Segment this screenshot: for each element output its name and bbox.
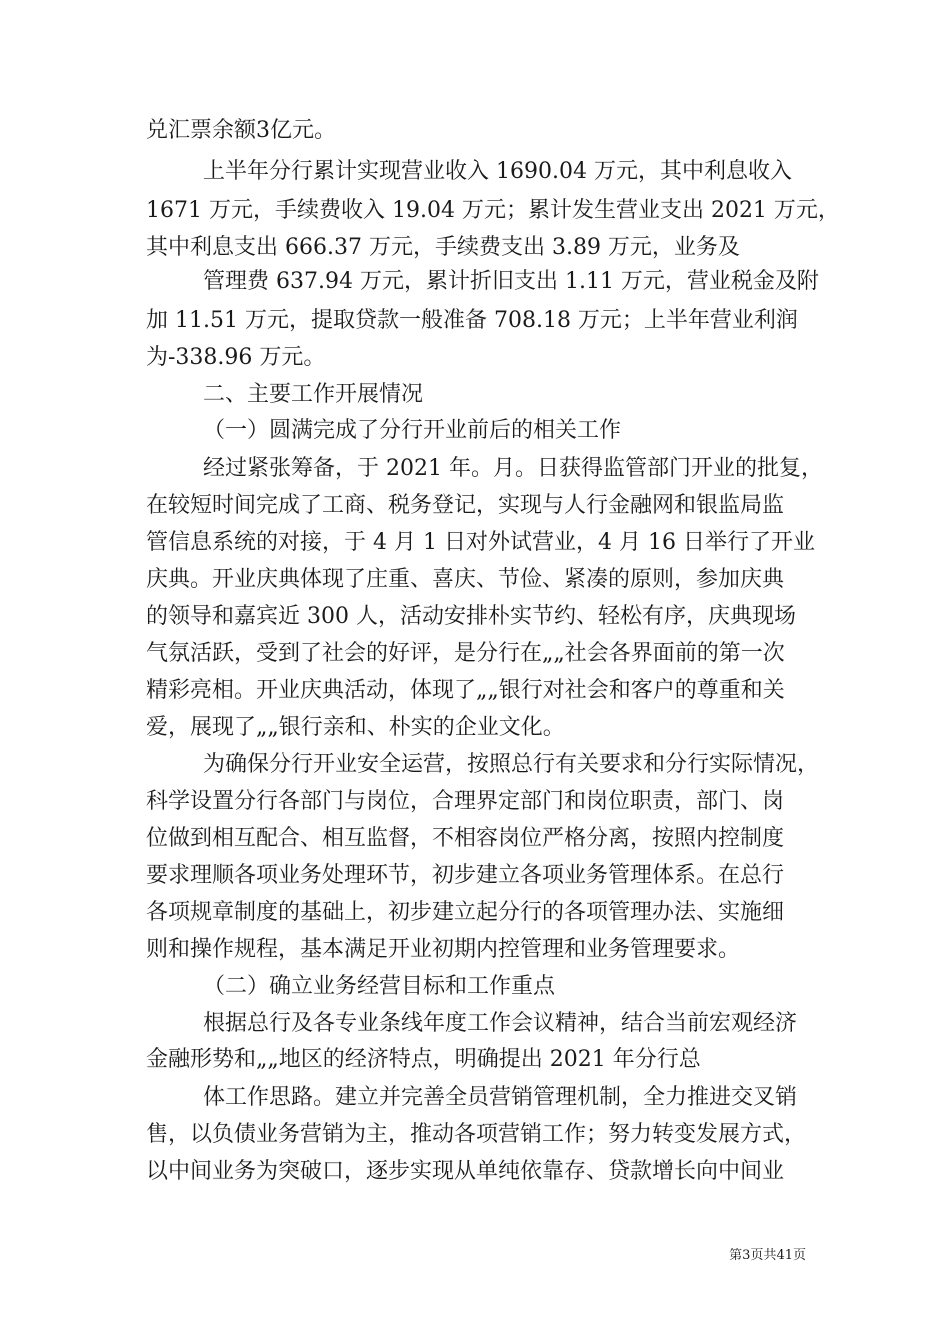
text-line: 以中间业务为突破口，逐步实现从单纯依靠存、贷款增长向中间业 [146, 1159, 785, 1184]
text-line: 1671 万元，手续费收入 19.04 万元；累计发生营业支出 2021 万元， [146, 198, 840, 223]
text-line: 各项规章制度的基础上，初步建立起分行的各项管理办法、实施细 [146, 900, 785, 925]
text-line: 爱，展现了„„银行亲和、朴实的企业文化。 [146, 715, 565, 740]
text-line: 的领导和嘉宾近 300 人，活动安排朴实节约、轻松有序，庆典现场 [146, 604, 796, 629]
text-line: 根据总行及各专业条线年度工作会议精神，结合当前宏观经济 [203, 1011, 798, 1036]
text-line: 管信息系统的对接，于 4 月 1 日对外试营业，4 月 16 日举行了开业 [146, 530, 815, 555]
subsection-heading: （二）确立业务经营目标和工作重点 [203, 974, 556, 999]
text-line: 科学设置分行各部门与岗位，合理界定部门和岗位职责，部门、岗 [146, 789, 785, 814]
section-heading: 二、主要工作开展情况 [203, 382, 424, 407]
text-line: 精彩亮相。开业庆典活动，体现了„„银行对社会和客户的尊重和关 [146, 678, 785, 703]
text-line: 位做到相互配合、相互监督，不相容岗位严格分离，按照内控制度 [146, 826, 785, 851]
text-line: 则和操作规程，基本满足开业初期内控管理和业务管理要求。 [146, 937, 741, 962]
text-line: 要求理顺各项业务处理环节，初步建立各项业务管理体系。在总行 [146, 863, 785, 888]
text-line: 在较短时间完成了工商、税务登记，实现与人行金融网和银监局监 [146, 493, 785, 518]
page-number-footer: 第3页共41页 [729, 1248, 806, 1263]
text-line: 售，以负债业务营销为主，推动各项营销工作；努力转变发展方式， [146, 1122, 807, 1147]
text-line: 体工作思路。建立并完善全员营销管理机制，全力推进交叉销 [203, 1085, 798, 1110]
text-line: 经过紧张筹备，于 2021 年。月。日获得监管部门开业的批复， [203, 456, 823, 481]
text-line: 庆典。开业庆典体现了庄重、喜庆、节俭、紧凑的原则，参加庆典 [146, 567, 785, 592]
text-line: 上半年分行累计实现营业收入 1690.04 万元，其中利息收入 [203, 159, 792, 184]
text-line: 金融形势和„„地区的经济特点，明确提出 2021 年分行总 [146, 1047, 701, 1072]
text-line: 气氛活跃，受到了社会的好评，是分行在„„社会各界面前的第一次 [146, 641, 785, 666]
text-line: 为-338.96 万元。 [146, 345, 326, 370]
text-line: 为确保分行开业安全运营，按照总行有关要求和分行实际情况， [203, 752, 820, 777]
text-line: 加 11.51 万元，提取贷款一般准备 708.18 万元；上半年营业利润 [146, 308, 798, 333]
text-line: 其中利息支出 666.37 万元，手续费支出 3.89 万元，业务及 [146, 235, 740, 260]
text-line: 兑汇票余额3亿元。 [146, 118, 336, 143]
text-line: 管理费 637.94 万元，累计折旧支出 1.11 万元，营业税金及附 [203, 269, 819, 294]
subsection-heading: （一）圆满完成了分行开业前后的相关工作 [203, 418, 622, 443]
